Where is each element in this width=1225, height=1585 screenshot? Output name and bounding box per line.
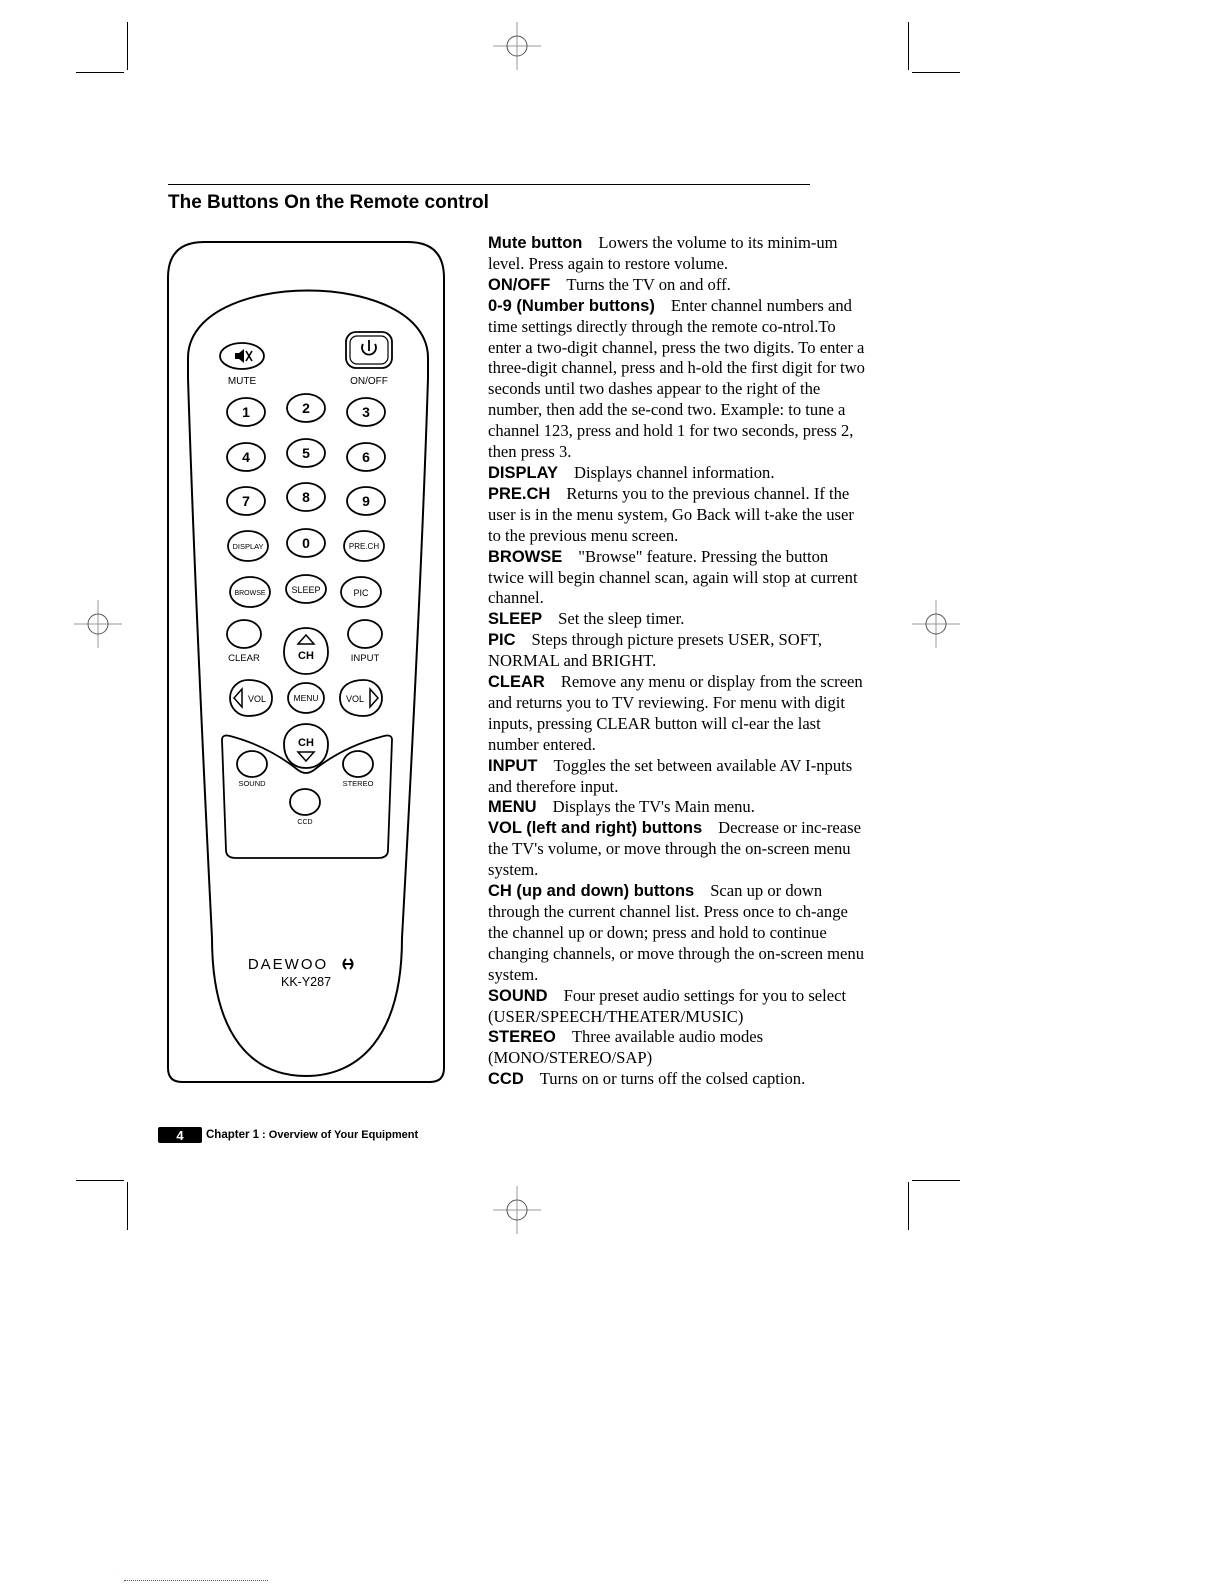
ccd-label: CCD	[297, 819, 313, 826]
description-text: Steps through picture presets USER, SOFT, NORMAL and BRIGHT.	[488, 630, 823, 671]
page-footer	[158, 1126, 418, 1144]
registration-mark-icon	[912, 600, 960, 648]
description-term: PIC	[488, 631, 516, 650]
display-label: DISPLAY	[232, 542, 264, 551]
crop-mark	[127, 22, 128, 70]
description-item	[488, 630, 868, 672]
stereo-label: STEREO	[342, 779, 374, 788]
description-item	[488, 818, 868, 881]
chapter-label: Chapter 1	[206, 1129, 260, 1141]
stereo-button	[343, 751, 373, 777]
description-text: Turns on or turns off the colsed caption.	[539, 1069, 806, 1089]
crop-mark	[76, 72, 124, 73]
description-text: Displays channel information.	[574, 462, 775, 482]
ch-down-label: CH	[298, 737, 314, 749]
description-term: VOL (left and right) buttons	[488, 819, 703, 838]
button-5-label: 5	[302, 445, 310, 461]
onoff-label: ON/OFF	[350, 376, 388, 387]
description-text: Scan up or down through the current channel list. Press once to ch-ange the channel up or down; press and hold to continue changing channels, or move through the on-screen menu system.	[488, 881, 865, 984]
description-item	[488, 756, 868, 798]
description-text: Set the sleep timer.	[558, 609, 685, 629]
header-rule	[168, 184, 810, 185]
vol-left-button	[230, 680, 272, 716]
crop-mark	[908, 22, 909, 70]
mute-label: MUTE	[227, 376, 257, 387]
description-term: CH (up and down) buttons	[488, 882, 695, 901]
description-term: INPUT	[488, 756, 538, 775]
button-7-label: 7	[242, 493, 250, 509]
daewoo-logo-icon	[344, 959, 353, 969]
description-item	[488, 986, 868, 1028]
button-0-label: 0	[302, 535, 310, 551]
description-term: MENU	[488, 798, 537, 817]
remote-control-illustration	[158, 238, 454, 1098]
description-item	[488, 296, 868, 463]
description-item	[488, 275, 868, 296]
registration-mark-icon	[493, 1186, 541, 1234]
description-term: Mute button	[488, 234, 583, 252]
description-text: Lowers the volume to its minim-um level. Press again to restore volume.	[488, 233, 838, 273]
description-text: Decrease or inc-rease the TV's volume, or move through the on-screen menu system.	[488, 818, 861, 880]
sleep-label: SLEEP	[291, 585, 321, 595]
chapter-title: : Overview of Your Equipment	[262, 1129, 419, 1141]
clear-button	[227, 620, 261, 648]
description-item	[488, 609, 868, 630]
crop-mark	[912, 72, 960, 73]
description-text: Displays the TV's Main menu.	[552, 797, 755, 817]
description-term: SLEEP	[488, 610, 543, 629]
description-text: Four preset audio settings for you to select (USER/SPEECH/THEATER/MUSIC)	[488, 985, 847, 1026]
description-item	[488, 463, 868, 484]
crop-mark	[912, 1180, 960, 1181]
ccd-button	[290, 789, 320, 815]
button-9-label: 9	[362, 493, 370, 509]
browse-label: BROWSE	[234, 590, 266, 597]
button-descriptions	[488, 233, 868, 1090]
description-item	[488, 1069, 868, 1090]
description-text: Remove any menu or display from the screen and returns you to TV reviewing. For menu with digit inputs, pressing CLEAR button will cl-ear the last number entered.	[488, 672, 863, 754]
section-title: The Buttons On the Remote control	[168, 192, 489, 213]
input-label: INPUT	[350, 653, 380, 664]
page-number: 4	[158, 1127, 202, 1143]
prech-label: PRE.CH	[348, 542, 380, 551]
description-text: Toggles the set between available AV I-nputs and therefore input.	[488, 755, 853, 796]
description-item	[488, 672, 868, 756]
page-edge-line	[124, 1580, 268, 1581]
description-text: Turns the TV on and off.	[566, 274, 731, 294]
description-item	[488, 484, 868, 547]
description-term: PRE.CH	[488, 484, 551, 503]
clear-label: CLEAR	[228, 653, 260, 664]
description-item	[488, 797, 868, 818]
vol-left-label: VOL	[247, 694, 267, 704]
button-2-label: 2	[302, 400, 310, 416]
vol-right-button	[340, 680, 382, 716]
description-term: ON/OFF	[488, 275, 551, 294]
pic-label: PIC	[353, 588, 369, 598]
model-number: KK-Y287	[280, 975, 332, 989]
crop-mark	[127, 1182, 128, 1230]
button-1-label: 1	[242, 404, 250, 420]
button-8-label: 8	[302, 489, 310, 505]
sound-button	[237, 751, 267, 777]
sound-label: SOUND	[238, 779, 266, 788]
button-4-label: 4	[242, 449, 250, 465]
ch-up-button	[284, 628, 328, 674]
button-3-label: 3	[362, 404, 370, 420]
description-text: "Browse" feature. Pressing the button twice will begin channel scan, again will stop at current channel.	[488, 546, 858, 608]
description-term: CLEAR	[488, 673, 545, 692]
registration-mark-icon	[74, 600, 122, 648]
description-term: STEREO	[488, 1028, 556, 1047]
description-text: Three available audio modes (MONO/STEREO/SAP)	[488, 1027, 764, 1068]
crop-mark	[76, 1180, 124, 1181]
number-buttons	[227, 394, 385, 515]
description-term: SOUND	[488, 986, 548, 1005]
description-item	[488, 1027, 868, 1069]
description-term: DISPLAY	[488, 463, 558, 482]
vol-right-label: VOL	[345, 694, 365, 704]
menu-label: MENU	[293, 693, 319, 703]
crop-mark	[908, 1182, 909, 1230]
description-text: Returns you to the previous channel. If the user is in the menu system, Go Back will t-ake the user to the previous menu screen.	[488, 483, 854, 545]
brand-logo: DAEWOO	[247, 956, 329, 973]
ch-up-label: CH	[298, 650, 314, 662]
description-text: Enter channel numbers and time settings directly through the remote co-ntrol.To enter a two-digit channel, press the two digits. To enter a three-digit channel, press and h-old the first digit for two seconds until two dashes appear to the right of the number, then add the se-cond two. Example: to tune a channel 123, press and hold 1 for two seconds, press 2, then press 3.	[488, 295, 865, 462]
description-term: 0-9 (Number buttons)	[488, 296, 655, 315]
description-item	[488, 233, 868, 275]
description-item	[488, 547, 868, 610]
registration-mark-icon	[493, 22, 541, 70]
button-6-label: 6	[362, 449, 370, 465]
description-term: CCD	[488, 1070, 524, 1089]
description-item	[488, 881, 868, 986]
ch-down-button	[284, 724, 328, 768]
input-button	[348, 620, 382, 648]
description-term: BROWSE	[488, 547, 563, 566]
